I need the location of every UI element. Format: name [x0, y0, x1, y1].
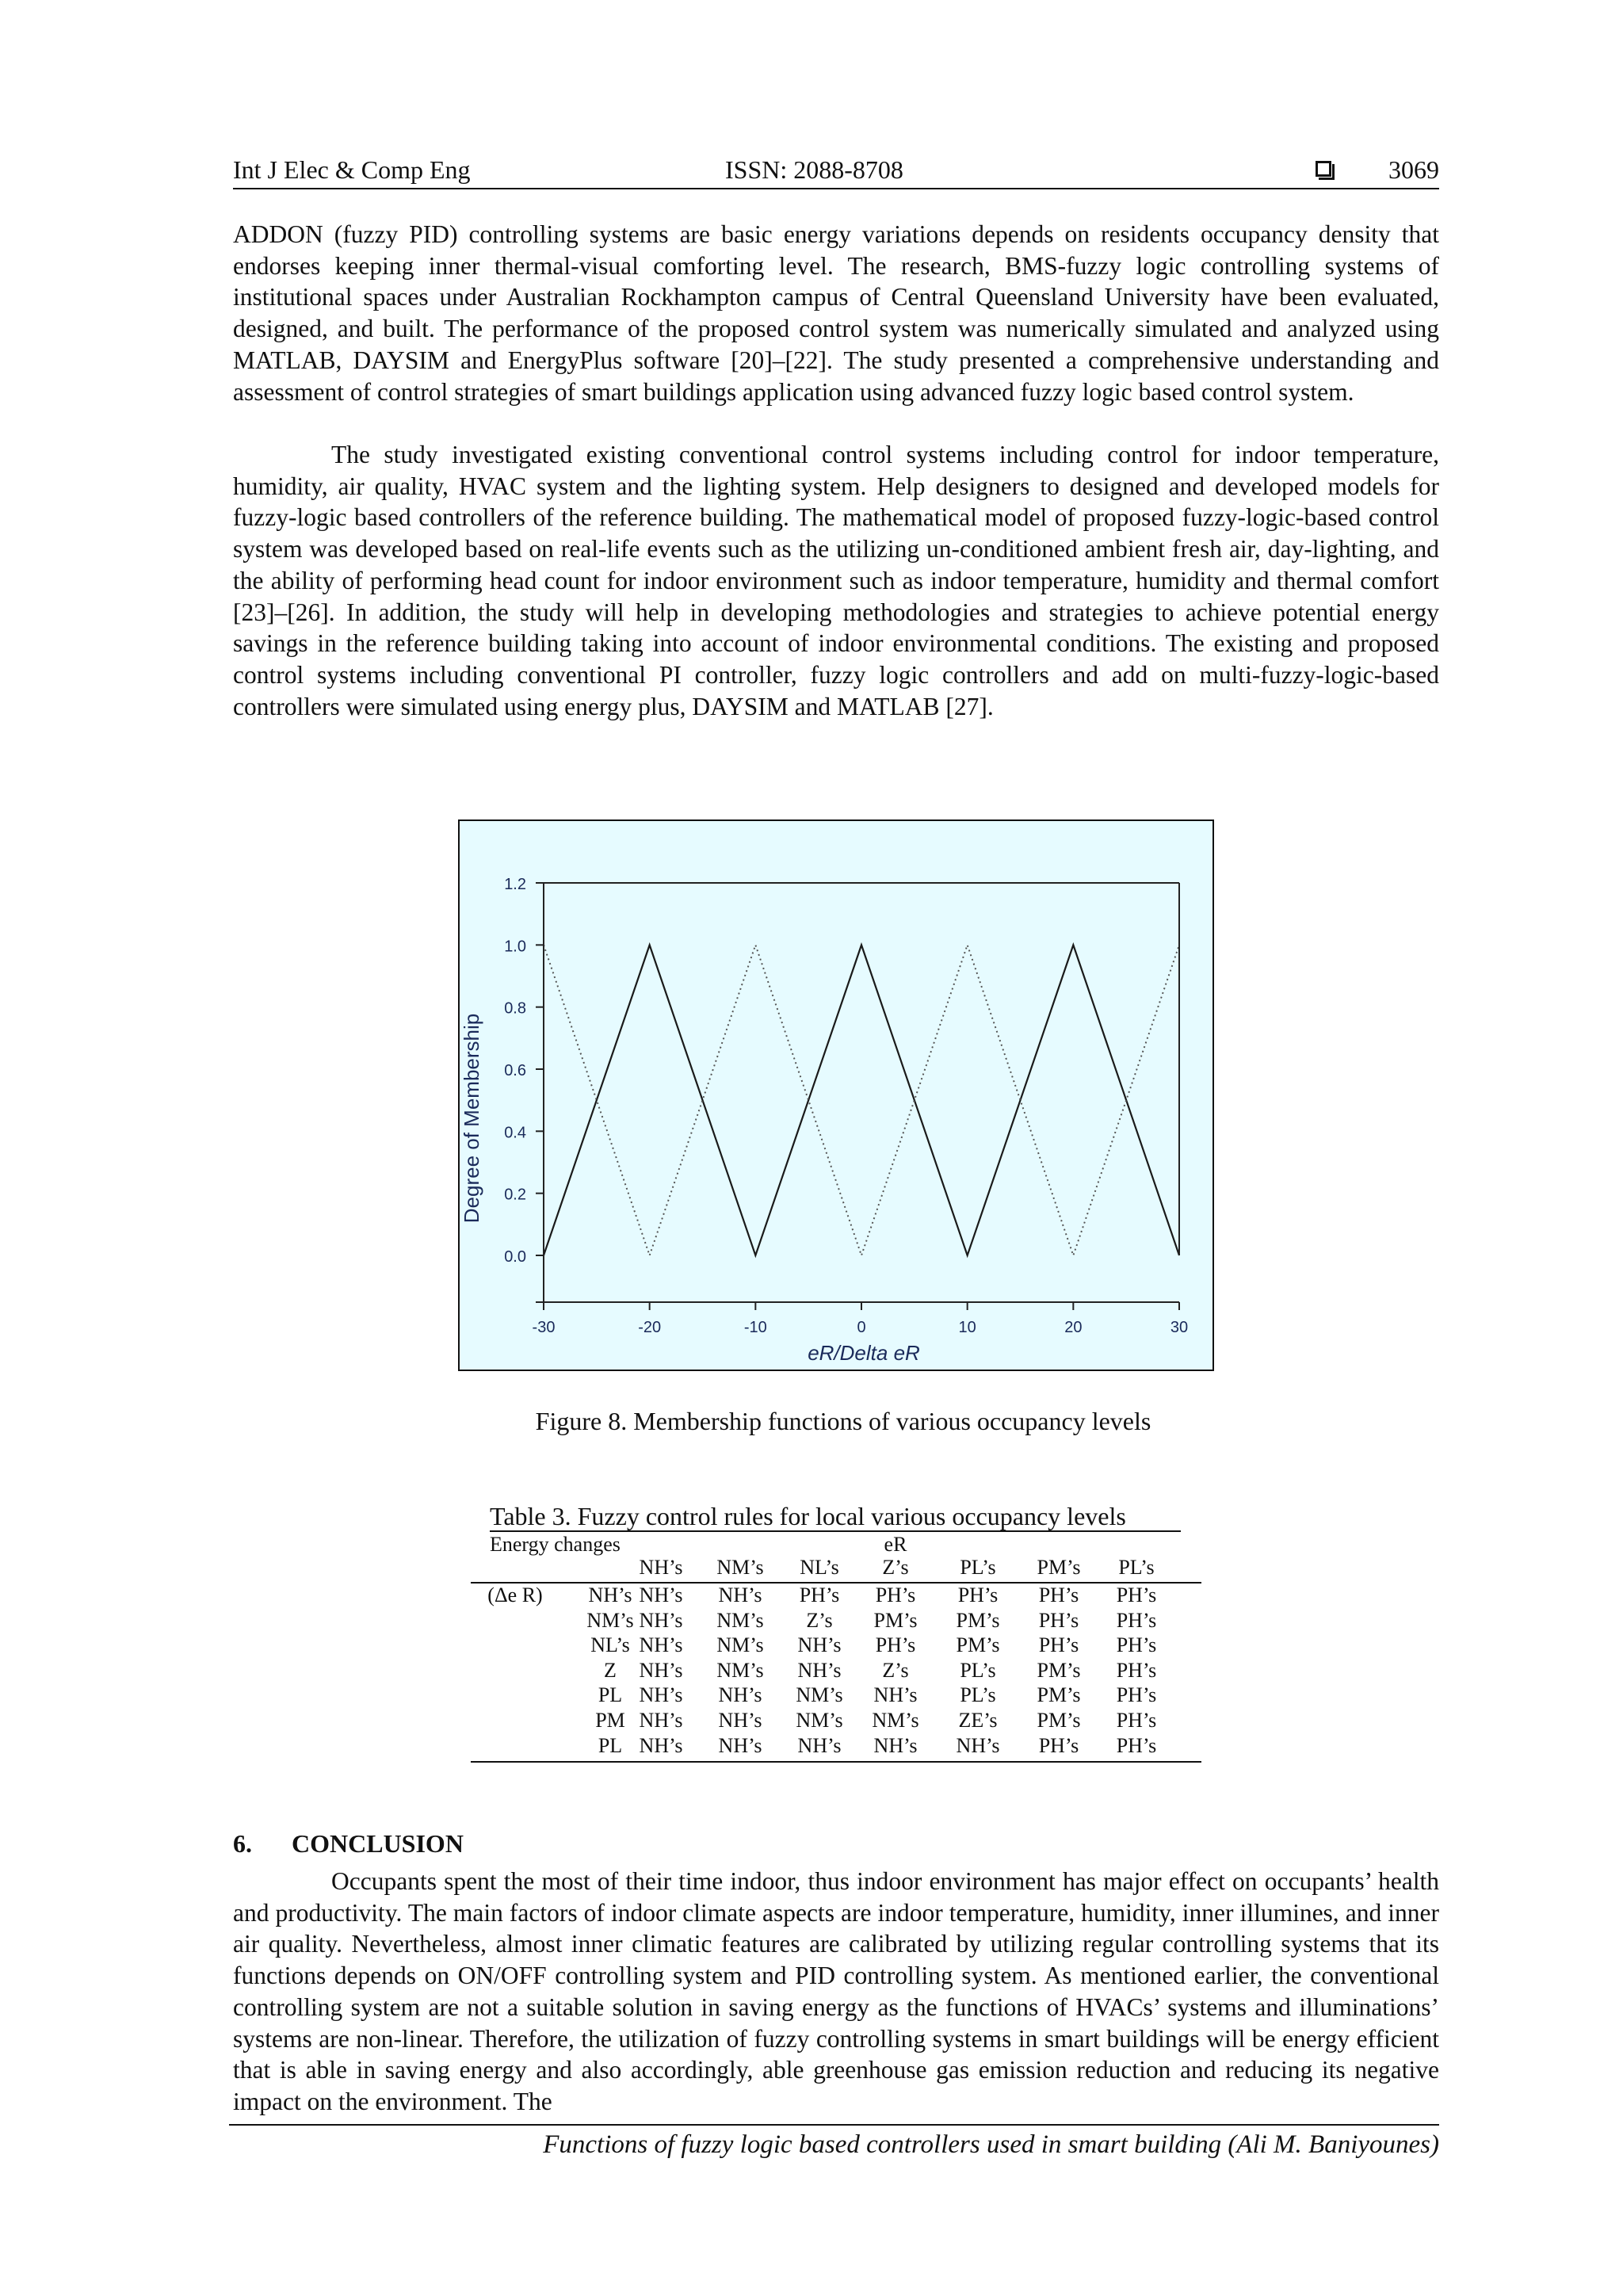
- table-cell: NM’s: [796, 1683, 843, 1707]
- y-tick-label: 0.8: [504, 999, 526, 1018]
- section-title: CONCLUSION: [292, 1829, 464, 1858]
- table-row-label: Z: [604, 1658, 617, 1682]
- table-cell: Z’s: [882, 1658, 909, 1682]
- table-cell: NH’s: [956, 1733, 1000, 1757]
- table-cell: PM’s: [956, 1633, 1000, 1657]
- table-cell: NH’s: [639, 1683, 683, 1707]
- square-icon: [1316, 161, 1331, 177]
- table-cell: PM’s: [1037, 1709, 1081, 1732]
- table-title: Table 3. Fuzzy control rules for local various occupancy levels: [490, 1502, 1126, 1530]
- table-cell: PH’s: [1038, 1733, 1079, 1757]
- table-cell: PH’s: [1116, 1658, 1157, 1682]
- x-tick-label: -30: [532, 1319, 556, 1336]
- table-cell: PH’s: [1116, 1709, 1157, 1732]
- section-number: 6.: [233, 1829, 252, 1858]
- table-cell: Z’s: [806, 1608, 833, 1632]
- table-cell: ZE’s: [958, 1709, 998, 1732]
- x-tick-label: 20: [1064, 1319, 1083, 1336]
- table-column-header: NL’s: [800, 1556, 839, 1579]
- y-tick-label: 1.2: [504, 876, 526, 893]
- table-cell: NM’s: [872, 1709, 919, 1732]
- table-cell: NH’s: [718, 1709, 762, 1732]
- footer-rule: [229, 2124, 1439, 2126]
- body-paragraph: Occupants spent the most of their time indoor, thus indoor environment has major effect on occupants’ health and productivity. The main factors of indoor climate aspects are indoor temperature, humidity, inner illumines, and inner air quality. Nevertheless, almost inner climatic features are calibrated by utilizing regular controlling systems that its functions depends on ON/OFF controlling system and PID controlling system. As mentioned earlier, the conventional controlling system are not a suitable solution in saving energy as the functions of HVACs’ systems and illuminations’ systems are non-linear. Therefore, the utilization of fuzzy controlling systems in smart buildings will be energy efficient that is able in saving energy and also accordingly, able greenhouse gas emission reduction and reducing its negative impact on the environment. The: [233, 1867, 1439, 2115]
- table-cell: PH’s: [1116, 1633, 1157, 1657]
- table-cell: PH’s: [1116, 1608, 1157, 1632]
- y-axis-label: Degree of Membership: [460, 1013, 483, 1224]
- x-tick-label: -20: [638, 1319, 662, 1336]
- table-row-label: NH’s: [588, 1584, 632, 1606]
- table-row-label: PL: [598, 1683, 623, 1707]
- body-paragraph: ADDON (fuzzy PID) controlling systems are basic energy variations depends on residents occupancy density that endorses keeping inner thermal-visual comforting level. The research, BMS-fuzzy logic controlling systems of institutional spaces under Australian Rockhampton campus of Central Queensland University have been evaluated, designed, and built. The performance of the proposed control system was numerically simulated and analyzed using MATLAB, DAYSIM and EnergyPlus software [20]–[22]. The study presented a comprehensive understanding and assessment of control strategies of smart buildings application using advanced fuzzy logic based control system.: [233, 220, 1439, 406]
- x-tick-label: 30: [1170, 1319, 1189, 1336]
- table-cell: NH’s: [718, 1584, 762, 1606]
- table-cell: NM’s: [796, 1709, 843, 1732]
- table-row-label: PL: [598, 1733, 623, 1757]
- table-cell: NH’s: [639, 1584, 683, 1606]
- fuzzy-rule-table: [471, 1533, 1201, 1763]
- table-corner-label: Energy changes: [490, 1533, 621, 1556]
- running-header-issn: ISSN: 2088-8708: [725, 155, 903, 184]
- table-column-header: PM’s: [1037, 1556, 1081, 1579]
- x-axis-label: eR/Delta eR: [808, 1341, 920, 1365]
- table-column-header: PL’s: [960, 1556, 996, 1579]
- table-row-label: NM’s: [586, 1608, 634, 1632]
- x-tick-label: 10: [958, 1319, 976, 1336]
- table-cell: NM’s: [716, 1633, 764, 1657]
- header-rule: [233, 188, 1439, 189]
- table-cell: NH’s: [639, 1658, 683, 1682]
- membership-series-solid: [544, 945, 1179, 1255]
- table-cell: PH’s: [875, 1584, 916, 1606]
- table-cell: NH’s: [873, 1683, 918, 1707]
- table-cell: NH’s: [797, 1658, 842, 1682]
- table-column-header: PL’s: [1118, 1556, 1155, 1579]
- table-row-group-label: (Δe R): [487, 1584, 543, 1606]
- table-cell: PH’s: [1116, 1683, 1157, 1707]
- table-cell: PH’s: [1116, 1584, 1157, 1606]
- table-column-header: Z’s: [882, 1556, 909, 1579]
- table-cell: NH’s: [718, 1733, 762, 1757]
- table-cell: PH’s: [1038, 1608, 1079, 1632]
- running-footer: Functions of fuzzy logic based controllers used in smart building (Ali M. Baniyounes): [543, 2130, 1439, 2159]
- table-cell: PL’s: [960, 1658, 996, 1682]
- table-cell: NM’s: [716, 1658, 764, 1682]
- table-cell: PM’s: [1037, 1683, 1081, 1707]
- y-tick-label: 1.0: [504, 938, 526, 956]
- table-cell: PH’s: [1038, 1584, 1079, 1606]
- table-row-label: PM: [595, 1709, 625, 1732]
- table-cell: PM’s: [956, 1608, 1000, 1632]
- table-cell: PM’s: [1037, 1658, 1081, 1682]
- table-cell: NH’s: [639, 1633, 683, 1657]
- membership-series-dotted: [544, 945, 1179, 1255]
- page-number: 3069: [1388, 155, 1439, 184]
- table-cell: NH’s: [639, 1608, 683, 1632]
- running-header-journal: Int J Elec & Comp Eng: [233, 155, 471, 184]
- table-column-header: NM’s: [716, 1556, 764, 1579]
- figure-caption: Figure 8. Membership functions of various occupancy levels: [535, 1407, 1151, 1435]
- table-cell: PH’s: [957, 1584, 999, 1606]
- table-cell: NH’s: [797, 1733, 842, 1757]
- table-cell: NH’s: [718, 1683, 762, 1707]
- table-group-label: eR: [884, 1533, 907, 1556]
- table-cell: NH’s: [797, 1633, 842, 1657]
- membership-chart: [458, 819, 1214, 1371]
- x-tick-label: 0: [857, 1319, 866, 1336]
- table-top-rule: [490, 1530, 1181, 1532]
- body-paragraph: The study investigated existing conventional control systems including control for indoor temperature, humidity, air quality, HVAC system and the lighting system. Help designers to designed and developed models for fuzzy-logic based controllers of the reference building. The mathematical model of proposed fuzzy-logic-based control system was developed based on real-life events such as the utilizing un-conditioned ambient fresh air, day-lighting, and the ability of performing head count for indoor environment such as indoor temperature, humidity and thermal comfort [23]–[26]. In addition, the study will help in developing methodologies and strategies to achieve potential energy savings in the reference building taking into account of indoor environmental conditions. The existing and proposed control systems including conventional PI controller, fuzzy logic controllers and add on multi-fuzzy-logic-based controllers were simulated using energy plus, DAYSIM and MATLAB [27].: [233, 441, 1439, 720]
- table-cell: PH’s: [1116, 1733, 1157, 1757]
- table-cell: NH’s: [639, 1709, 683, 1732]
- table-cell: PH’s: [799, 1584, 840, 1606]
- table-cell: NH’s: [639, 1733, 683, 1757]
- y-tick-label: 0.6: [504, 1062, 526, 1079]
- table-cell: PH’s: [875, 1633, 916, 1657]
- table-row-label: NL’s: [590, 1633, 630, 1657]
- table-cell: NM’s: [716, 1608, 764, 1632]
- table-cell: PH’s: [1038, 1633, 1079, 1657]
- table-cell: NH’s: [873, 1733, 918, 1757]
- table-column-header: NH’s: [639, 1556, 683, 1579]
- chart-canvas: [460, 821, 1212, 1370]
- y-tick-label: 0.0: [504, 1248, 526, 1266]
- table-cell: PM’s: [873, 1608, 918, 1632]
- y-tick-label: 0.4: [504, 1124, 526, 1142]
- y-tick-label: 0.2: [504, 1186, 526, 1204]
- table-header-rule: [471, 1582, 1201, 1584]
- table-bottom-rule: [471, 1761, 1201, 1763]
- x-tick-label: -10: [743, 1319, 767, 1336]
- table-cell: PL’s: [960, 1683, 996, 1707]
